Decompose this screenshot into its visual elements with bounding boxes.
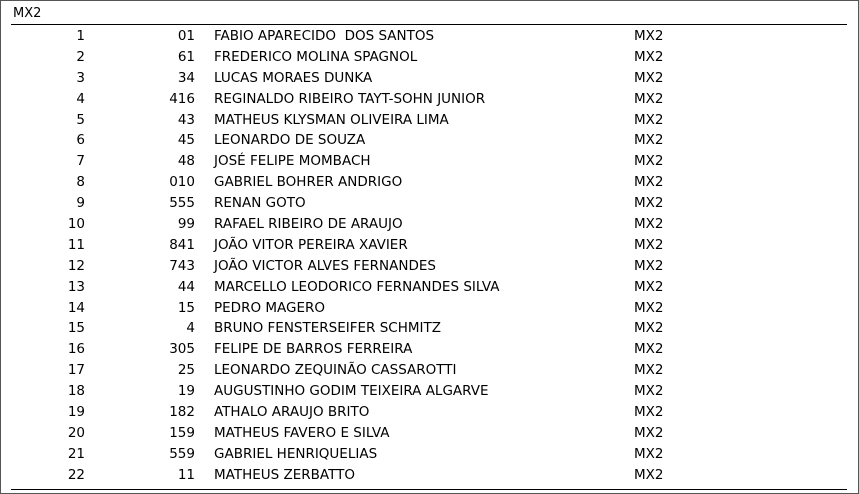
rider-name-cell: MARCELLO LEODORICO FERNANDES SILVA <box>214 278 500 295</box>
position-cell: 6 <box>76 132 85 149</box>
bike-number-cell: 99 <box>177 216 195 233</box>
rider-name-cell: ATHALO ARAUJO BRITO <box>214 404 370 421</box>
rider-name-cell: LEONARDO DE SOUZA <box>214 132 366 149</box>
bike-number-cell: 48 <box>177 153 195 170</box>
table-row <box>1 26 858 47</box>
bike-number-cell: 4 <box>186 320 195 337</box>
position-cell: 5 <box>76 111 85 128</box>
table-row <box>1 465 858 486</box>
rider-name-cell: BRUNO FENSTERSEIFER SCHMITZ <box>214 320 441 337</box>
table-row <box>1 277 858 298</box>
table-row <box>1 381 858 402</box>
table-row <box>1 423 858 444</box>
position-cell: 17 <box>67 362 85 379</box>
bottom-divider <box>11 489 847 490</box>
rider-name-cell: REGINALDO RIBEIRO TAYT-SOHN JUNIOR <box>214 90 486 107</box>
position-cell: 22 <box>67 466 85 483</box>
category-cell: MX2 <box>634 445 664 462</box>
rider-name-cell: FELIPE DE BARROS FERREIRA <box>214 341 413 358</box>
bike-number-cell: 559 <box>169 445 195 462</box>
position-cell: 9 <box>76 195 85 212</box>
position-cell: 16 <box>67 341 85 358</box>
rider-name-cell: JOSÉ FELIPE MOMBACH <box>214 153 371 170</box>
table-row <box>1 172 858 193</box>
rider-name-cell: RAFAEL RIBEIRO DE ARAUJO <box>214 216 403 233</box>
position-cell: 19 <box>67 404 85 421</box>
category-cell: MX2 <box>634 216 664 233</box>
table-row <box>1 298 858 319</box>
rider-name-cell: JOÃO VICTOR ALVES FERNANDES <box>214 257 436 274</box>
category-cell: MX2 <box>634 195 664 212</box>
rider-name-cell: MATHEUS KLYSMAN OLIVEIRA LIMA <box>214 111 449 128</box>
table-row <box>1 110 858 131</box>
rider-name-cell: LUCAS MORAES DUNKA <box>214 69 373 86</box>
category-cell: MX2 <box>634 28 664 44</box>
bike-number-cell: 743 <box>169 257 195 274</box>
table-row <box>1 151 858 172</box>
position-cell: 8 <box>76 174 85 191</box>
rider-name-cell: FABIO APARECIDO DOS SANTOS <box>214 28 435 44</box>
position-cell: 18 <box>67 383 85 400</box>
bike-number-cell: 11 <box>177 466 195 483</box>
rider-name-cell: RENAN GOTO <box>214 195 306 212</box>
bike-number-cell: 555 <box>169 195 195 212</box>
bike-number-cell: 44 <box>177 278 195 295</box>
table-row <box>1 89 858 110</box>
category-cell: MX2 <box>634 153 664 170</box>
category-heading: MX2 <box>13 6 42 21</box>
table-row <box>1 68 858 89</box>
category-cell: MX2 <box>634 111 664 128</box>
category-cell: MX2 <box>634 69 664 86</box>
position-cell: 13 <box>67 278 85 295</box>
table-row <box>1 130 858 151</box>
category-cell: MX2 <box>634 341 664 358</box>
results-table <box>1 26 858 486</box>
position-cell: 10 <box>67 216 85 233</box>
rider-name-cell: PEDRO MAGERO <box>214 299 326 316</box>
position-cell: 20 <box>67 424 85 441</box>
rider-name-cell: FREDERICO MOLINA SPAGNOL <box>214 48 418 65</box>
rider-name-cell: AUGUSTINHO GODIM TEIXEIRA ALGARVE <box>214 383 489 400</box>
position-cell: 15 <box>67 320 85 337</box>
position-cell: 11 <box>67 236 85 253</box>
table-row <box>1 339 858 360</box>
rider-name-cell: JOÃO VITOR PEREIRA XAVIER <box>214 236 408 253</box>
table-row <box>1 214 858 235</box>
bike-number-cell: 305 <box>169 341 195 358</box>
rider-name-cell: LEONARDO ZEQUINÃO CASSAROTTI <box>214 362 457 379</box>
table-row <box>1 193 858 214</box>
bike-number-cell: 15 <box>177 299 195 316</box>
bike-number-cell: 43 <box>177 111 195 128</box>
table-row <box>1 47 858 68</box>
position-cell: 1 <box>76 28 85 44</box>
category-cell: MX2 <box>634 236 664 253</box>
table-row <box>1 402 858 423</box>
bike-number-cell: 61 <box>177 48 195 65</box>
category-cell: MX2 <box>634 424 664 441</box>
position-cell: 14 <box>67 299 85 316</box>
position-cell: 4 <box>76 90 85 107</box>
bike-number-cell: 182 <box>169 404 195 421</box>
category-cell: MX2 <box>634 257 664 274</box>
category-cell: MX2 <box>634 466 664 483</box>
category-cell: MX2 <box>634 299 664 316</box>
bike-number-cell: 010 <box>169 174 195 191</box>
bike-number-cell: 19 <box>177 383 195 400</box>
bike-number-cell: 01 <box>177 28 195 44</box>
position-cell: 3 <box>76 69 85 86</box>
category-cell: MX2 <box>634 132 664 149</box>
table-row <box>1 444 858 465</box>
position-cell: 21 <box>67 445 85 462</box>
heading-divider <box>11 24 847 25</box>
bike-number-cell: 45 <box>177 132 195 149</box>
rider-name-cell: MATHEUS ZERBATTO <box>214 466 355 483</box>
position-cell: 12 <box>67 257 85 274</box>
table-row <box>1 360 858 381</box>
table-row <box>1 318 858 339</box>
bike-number-cell: 841 <box>169 236 195 253</box>
bike-number-cell: 25 <box>177 362 195 379</box>
category-cell: MX2 <box>634 404 664 421</box>
category-cell: MX2 <box>634 174 664 191</box>
category-cell: MX2 <box>634 362 664 379</box>
rider-name-cell: GABRIEL HENRIQUELIAS <box>214 445 378 462</box>
category-cell: MX2 <box>634 278 664 295</box>
position-cell: 2 <box>76 48 85 65</box>
table-row <box>1 235 858 256</box>
bike-number-cell: 34 <box>177 69 195 86</box>
table-row <box>1 256 858 277</box>
category-cell: MX2 <box>634 383 664 400</box>
category-cell: MX2 <box>634 48 664 65</box>
rider-name-cell: GABRIEL BOHRER ANDRIGO <box>214 174 403 191</box>
rider-name-cell: MATHEUS FAVERO E SILVA <box>214 424 390 441</box>
bike-number-cell: 159 <box>169 424 195 441</box>
bike-number-cell: 416 <box>169 90 195 107</box>
category-cell: MX2 <box>634 90 664 107</box>
position-cell: 7 <box>76 153 85 170</box>
category-cell: MX2 <box>634 320 664 337</box>
